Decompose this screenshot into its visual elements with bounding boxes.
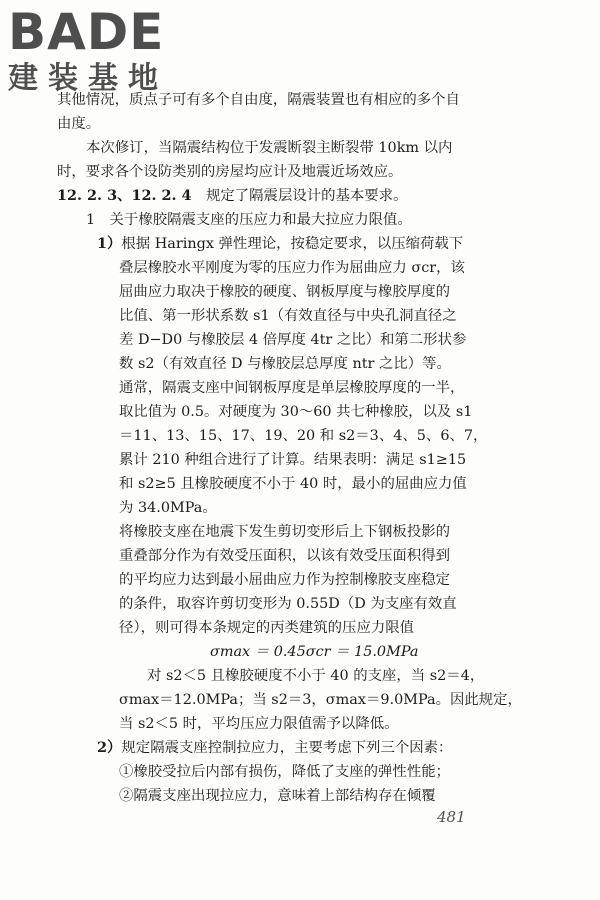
logo-subtitle: 建装基地 — [8, 61, 168, 96]
text-line: ②隔震支座出现拉应力，意味着上部结构存在倾覆 — [119, 788, 436, 804]
text-line: σmax＝12.0MPa；当 s2＝3，σmax＝9.0MPa。因此规定， — [119, 692, 522, 708]
text-line: 对 s2＜5 且橡胶硬度不小于 40 的支座，当 s2＝4， — [147, 668, 485, 684]
logo-wordmark: BADE — [8, 3, 165, 61]
item-heading: 1 关于橡胶隔震支座的压应力和最大拉应力限值。 — [86, 212, 412, 228]
text-line: 取比值为 0.5。对硬度为 30～60 共七种橡胶，以及 s1 — [119, 404, 473, 420]
subitem-line — [97, 739, 452, 757]
text-line: 累计 210 种组合进行了计算。结果表明：满足 s1≥15 — [119, 452, 467, 468]
text-line: 和 s2≥5 且橡胶硬度不小于 40 时，最小的屈曲应力值 — [119, 476, 467, 492]
text-line: ①橡胶受拉后内部有损伤，降低了支座的弹性性能； — [119, 764, 450, 780]
text-line: 其他情况，质点子可有多个自由度，隔震装置也有相应的多个自 — [57, 92, 460, 108]
subitem-text: 规定隔震支座控制拉应力，主要考虑下列三个因素： — [121, 740, 453, 756]
text-line: ＝11、13、15、17、19、20 和 s2＝3、4、5、6、7， — [119, 428, 488, 444]
text-line: 时，要求各个设防类别的房屋均应计及地震近场效应。 — [57, 164, 403, 180]
section-line — [57, 187, 407, 205]
text-line: 本次修订，当隔震结构位于发震断裂主断裂带 10km 以内 — [86, 140, 453, 156]
section-text: 规定了隔震层设计的基本要求。 — [205, 188, 408, 204]
subitem-text: 根据 Haringx 弹性理论，按稳定要求，以压缩荷载下 — [121, 236, 464, 252]
text-line: 径），则可得本条规定的丙类建筑的压应力限值 — [119, 620, 415, 636]
equation: σmax ＝ 0.45σcr ＝ 15.0MPa — [210, 644, 419, 660]
text-line: 将橡胶支座在地震下发生剪切变形后上下钢板投影的 — [119, 524, 450, 540]
text-line: 数 s2（有效直径 D 与橡胶层总厚度 ntr 之比）等。 — [119, 356, 451, 372]
subitem-number: 2） — [97, 739, 122, 756]
text-line: 由度。 — [57, 116, 101, 132]
text-line: 为 34.0MPa。 — [119, 500, 217, 516]
section-number: 12. 2. 3、12. 2. 4 — [57, 187, 192, 204]
text-line: 的条件，取容许剪切变形为 0.55D（D 为支座有效直 — [119, 596, 457, 612]
text-line: 的平均应力达到最小屈曲应力作为控制橡胶支座稳定 — [119, 572, 450, 588]
page-number: 481 — [437, 808, 466, 826]
logo — [8, 4, 168, 96]
subitem-number: 1） — [97, 235, 122, 252]
text-line: 重叠部分作为有效受压面积，以该有效受压面积得到 — [119, 548, 450, 564]
subitem-line — [97, 235, 463, 253]
text-line: 当 s2＜5 时，平均压应力限值需予以降低。 — [119, 716, 399, 732]
text-line: 通常，隔震支座中间钢板厚度是单层橡胶厚度的一半， — [119, 380, 465, 396]
text-line: 差 D−D0 与橡胶层 4 倍厚度 4tr 之比）和第二形状参 — [119, 332, 467, 348]
text-line: 叠层橡胶水平刚度为零的压应力作为屈曲应力 σcr，该 — [119, 260, 465, 276]
text-line: 比值、第一形状系数 s1（有效直径与中央孔洞直径之 — [119, 308, 457, 324]
text-line: 屈曲应力取决于橡胶的硬度、钢板厚度与橡胶厚度的 — [119, 284, 450, 300]
